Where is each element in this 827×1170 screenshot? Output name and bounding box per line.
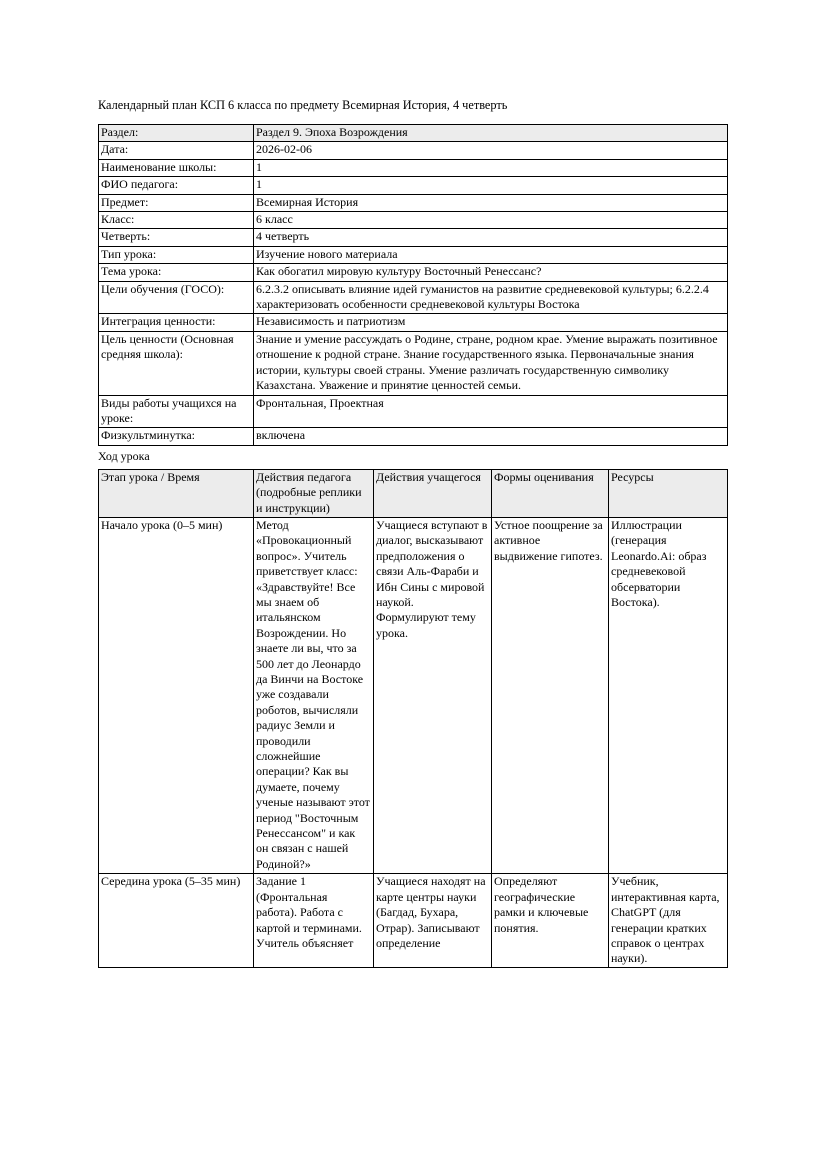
info-row-subject	[99, 194, 728, 211]
info-value: Изучение нового материала	[254, 246, 728, 263]
document-page	[98, 98, 727, 968]
header-stage: Этап урока / Время	[99, 469, 254, 517]
info-row-class	[99, 212, 728, 229]
header-student-actions: Действия учащегося	[374, 469, 492, 517]
info-value: 1	[254, 177, 728, 194]
info-value: Фронтальная, Проектная	[254, 395, 728, 428]
info-row-work-types	[99, 395, 728, 428]
info-label: Тип урока:	[99, 246, 254, 263]
info-row-date	[99, 142, 728, 159]
info-row-school	[99, 159, 728, 176]
header-teacher-actions: Действия педагога (подробные реплики и инструкции)	[254, 469, 374, 517]
student-actions-cell	[374, 874, 492, 968]
assessment-cell: Устное поощрение за активное выдвижение гипотез.	[492, 517, 609, 873]
info-value: Всемирная История	[254, 194, 728, 211]
info-value: 2026-02-06	[254, 142, 728, 159]
student-actions-cell: Учащиеся вступают в диалог, высказывают предположения о связи Аль-Фараби и Ибн Сины с мировой наукой. Формулируют тему урока.	[374, 517, 492, 873]
lesson-table-header-row	[99, 469, 728, 517]
info-row-quarter	[99, 229, 728, 246]
lesson-flow-table	[98, 469, 728, 969]
teacher-actions-cell: Метод «Провокационный вопрос». Учитель приветствует класс: «Здравствуйте! Все мы знаем об итальянском Возрождении. Но знаете ли вы, что за 500 лет до Леонардо да Винчи на Востоке уже создавали роботов, вычисляли радиус Земли и проводили сложнейшие операции? Как вы думаете, почему ученые называют этот период "Восточным Ренессансом" и как он связан с нашей Родиной?»	[254, 517, 374, 873]
resources-cell: Иллюстрации (генерация Leonardo.Ai: образ средневековой обсерватории Востока).	[609, 517, 728, 873]
info-value: Раздел 9. Эпоха Возрождения	[254, 125, 728, 142]
info-row-learning-goals	[99, 281, 728, 314]
info-value: 4 четверть	[254, 229, 728, 246]
info-label: ФИО педагога:	[99, 177, 254, 194]
info-value: Независимость и патриотизм	[254, 314, 728, 331]
header-resources: Ресурсы	[609, 469, 728, 517]
stage-cell: Начало урока (0–5 мин)	[99, 517, 254, 873]
info-row-lesson-type	[99, 246, 728, 263]
info-row-values-integration	[99, 314, 728, 331]
lesson-row-middle	[99, 874, 728, 968]
info-label: Предмет:	[99, 194, 254, 211]
info-label: Тема урока:	[99, 264, 254, 281]
resources-text: Учебник, интерактивная карта, ChatGPT (для генерации кратких справок о центрах науки).	[611, 874, 720, 966]
info-value: 6.2.3.2 описывать влияние идей гуманистов на развитие средневековой культуры; 6.2.2.4 характеризовать особенности средневековой культуры Востока	[254, 281, 728, 314]
info-label: Класс:	[99, 212, 254, 229]
header-assessment: Формы оценивания	[492, 469, 609, 517]
assessment-cell	[492, 874, 609, 968]
info-label: Виды работы учащихся на уроке:	[99, 395, 254, 428]
info-value: 1	[254, 159, 728, 176]
info-label: Интеграция ценности:	[99, 314, 254, 331]
info-label: Цель ценности (Основная средняя школа):	[99, 331, 254, 395]
info-value: Как обогатил мировую культуру Восточный Ренессанс?	[254, 264, 728, 281]
section-heading: Ход урока	[98, 448, 150, 463]
teacher-actions-cell	[254, 874, 374, 968]
info-row-lesson-topic	[99, 264, 728, 281]
info-value: включена	[254, 428, 728, 445]
lesson-row-start	[99, 517, 728, 873]
info-label: Физкультминутка:	[99, 428, 254, 445]
info-row-values-goal	[99, 331, 728, 395]
page-title: Календарный план КСП 6 класса по предмету Всемирная История, 4 четверть	[98, 98, 508, 112]
info-row-phys-minute	[99, 428, 728, 445]
info-value: 6 класс	[254, 212, 728, 229]
info-label: Наименование школы:	[99, 159, 254, 176]
assessment-text: Определяют географические рамки и ключевые понятия.	[494, 874, 589, 935]
info-label: Дата:	[99, 142, 254, 159]
student-actions-text: Учащиеся находят на карте центры науки (Багдад, Бухара, Отрар). Записывают определение	[376, 874, 486, 950]
resources-cell	[609, 874, 728, 968]
stage-text: Середина урока (5–35 мин)	[101, 874, 241, 889]
info-label: Четверть:	[99, 229, 254, 246]
info-row-section	[99, 125, 728, 142]
lesson-info-table	[98, 124, 728, 446]
info-label: Раздел:	[99, 125, 254, 142]
info-value: Знание и умение рассуждать о Родине, стране, родном крае. Умение выражать позитивное отношение к родной стране. Знание государственного языка. Первоначальные знания истории, культуры своей страны. Умение различать государственную символику Казахстана. Уважение и принятие ценностей семьи.	[254, 331, 728, 395]
teacher-actions-text: Задание 1 (Фронтальная работа). Работа с картой и терминами. Учитель объясняет	[256, 874, 362, 950]
info-label: Цели обучения (ГОСО):	[99, 281, 254, 314]
info-row-teacher-name	[99, 177, 728, 194]
stage-cell	[99, 874, 254, 968]
